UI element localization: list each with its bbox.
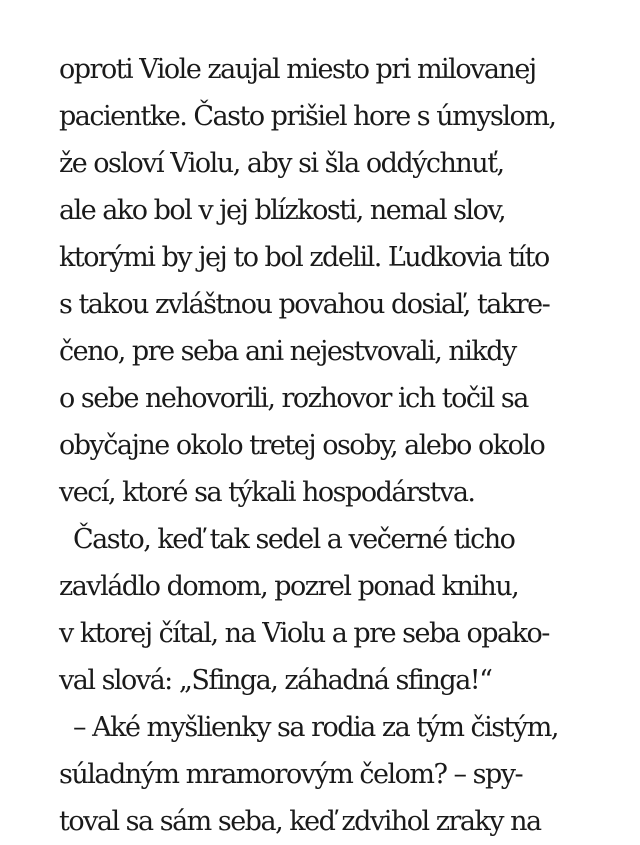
- text-line: ale ako bol v jej blízkosti, nemal slov,: [59, 195, 506, 226]
- paragraph-start-line: Často, keď tak sedel a večerné ticho: [73, 524, 515, 555]
- text-line: obyčajne okolo tretej osoby, alebo okolo: [59, 430, 545, 461]
- text-line: val slová: „Sfinga, záhadná sfinga!“: [59, 665, 492, 696]
- text-line: s takou zvláštnou povahou dosiaľ, takre-: [59, 289, 550, 320]
- text-line: toval sa sám seba, keď zdvihol zraky na: [59, 806, 541, 837]
- text-line: čeno, pre seba ani nejestvovali, nikdy: [59, 336, 516, 367]
- text-line: ktorými by jej to bol zdelil. Ľudkovia títo: [59, 242, 549, 273]
- text-line: súladným mramorovým čelom? – spy-: [59, 759, 523, 790]
- text-line: v ktorej čítal, na Violu a pre seba opako-: [59, 618, 549, 649]
- text-line: že osloví Violu, aby si šla oddýchnuť,: [59, 148, 504, 179]
- text-line: oproti Viole zaujal miesto pri milovanej: [59, 54, 536, 85]
- text-line: zavládlo domom, pozrel ponad knihu,: [59, 571, 519, 602]
- paragraph-start-line: – Aké myšlienky sa rodia za tým čistým,: [73, 712, 558, 743]
- text-line: o sebe nehovorili, rozhovor ich točil sa: [59, 383, 528, 414]
- page-text: [59, 46, 599, 845]
- text-line: vecí, ktoré sa týkali hospodárstva.: [59, 477, 475, 508]
- text-line: pacientke. Často prišiel hore s úmyslom,: [59, 101, 556, 132]
